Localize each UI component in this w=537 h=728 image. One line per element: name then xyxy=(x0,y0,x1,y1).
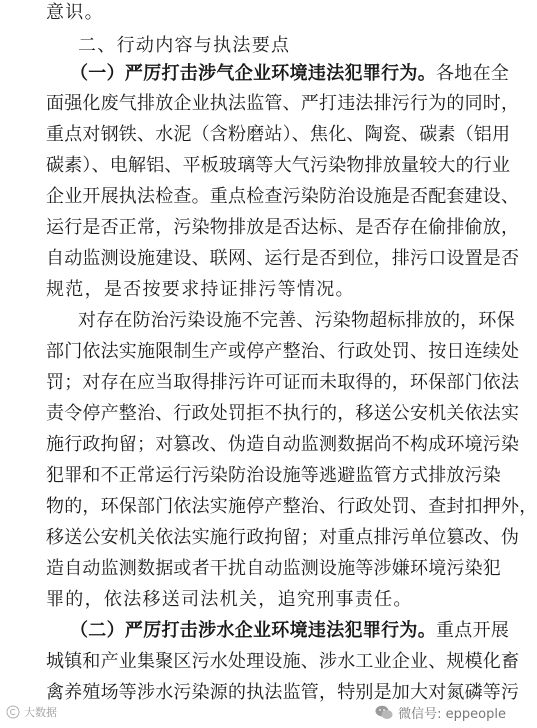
text-line: 施行政拘留；对篡改、伪造自动监测数据尚不构成环境污染 xyxy=(46,434,520,455)
paragraph-3-first-line xyxy=(70,619,510,649)
subheading-1: （一）严厉打击涉气企业环境违法犯罪行为。 xyxy=(70,63,436,84)
text-line: 罪的，依法移送司法机关，追究刑事责任。 xyxy=(46,589,413,610)
text-line: 碳素）、电解铝、平板玻璃等大气污染物排放量较大的行业 xyxy=(46,155,511,176)
paragraph-2-first-line: 对存在防治污染设施不完善、污染物超标排放的，环保 xyxy=(78,310,515,331)
text-line: 造自动监测数据或者干扰自动监测设施等涉嫌环境污染犯 xyxy=(46,558,501,579)
text-line: 部门依法实施限制生产或停产整治、行政处罚、按日连续处 xyxy=(46,341,520,362)
copyright-icon xyxy=(6,705,20,719)
left-watermark-text: 大数据 xyxy=(24,706,57,719)
footer-watermarks xyxy=(0,698,516,728)
text-line: 企业开展执法检查。重点检查污染防治设施是否配套建设、 xyxy=(46,186,520,207)
paragraph-1-first-line xyxy=(70,62,510,92)
subheading-2: （二）严厉打击涉水企业环境违法犯罪行为。 xyxy=(70,620,436,641)
left-watermark xyxy=(6,704,57,720)
text-line: 面强化废气排放企业执法监管、严打违法排污行为的同时， xyxy=(46,93,520,114)
text-line: 规范，是否按要求持证排污等情况。 xyxy=(46,279,355,300)
text-line: 运行是否正常，污染物排放是否达标、是否存在偷排偷放， xyxy=(46,217,520,238)
text-line: 意识。 xyxy=(46,2,104,23)
text-line: 物的，环保部门依法实施停产整治、行政处罚、查封扣押外， xyxy=(46,496,537,517)
text-line: 责令停产整治、行政处罚拒不执行的，移送公安机关依法实 xyxy=(46,403,520,424)
section-heading: 二、行动内容与执法要点 xyxy=(78,35,291,56)
text-line: 重点开展 xyxy=(436,620,510,641)
right-watermark xyxy=(375,703,506,722)
text-line: 各地在全 xyxy=(436,63,510,84)
text-line: 自动监测设施建设、联网、运行是否到位，排污口设置是否 xyxy=(46,248,520,269)
wechat-icon xyxy=(375,705,393,720)
text-line: 罚；对存在应当取得排污许可证而未取得的，环保部门依法 xyxy=(46,372,520,393)
right-watermark-text: 微信号: eppeople xyxy=(398,707,506,722)
text-line: 犯罪和不正常运行污染防治设施等逃避监管方式排放污染 xyxy=(46,465,501,486)
text-line: 重点对钢铁、水泥（含粉磨站）、焦化、陶瓷、碳素（铝用 xyxy=(46,124,511,145)
text-line: 移送公安机关依法实施行政拘留；对重点排污单位篡改、伪 xyxy=(46,527,520,548)
text-line: 城镇和产业集聚区污水处理设施、涉水工业企业、规模化畜 xyxy=(46,651,520,672)
text-line: 禽养殖场等涉水污染源的执法监管，特别是加大对氮磷等污 xyxy=(46,682,520,703)
